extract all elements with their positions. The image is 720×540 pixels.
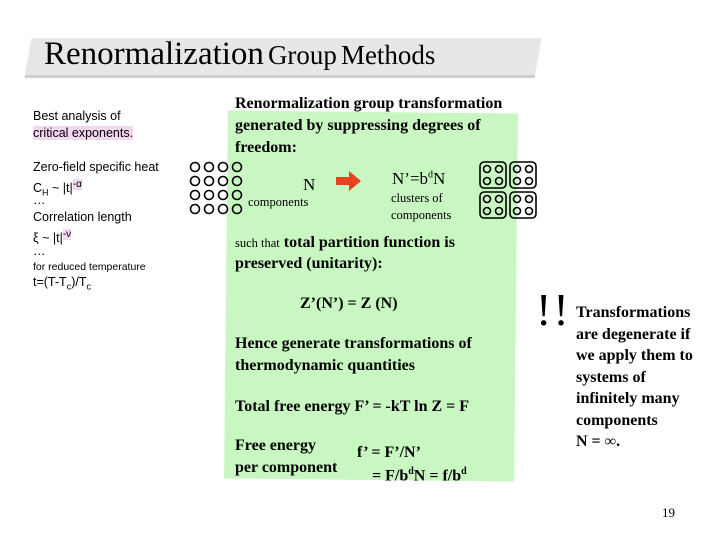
nu-exponent: -ν xyxy=(62,229,72,240)
nprime-sup: d xyxy=(428,169,434,181)
ch-sub: H xyxy=(42,187,49,198)
box-line-1: Renormalization group transformation xyxy=(235,95,503,112)
nprime-end: N xyxy=(433,169,446,188)
clusters-line-1: clusters of xyxy=(391,191,443,205)
t-def-sub2: c xyxy=(86,281,91,292)
xi-rel: ξ ~ |t| xyxy=(33,231,63,246)
right-line-5: infinitely many xyxy=(576,390,680,407)
specific-heat-label: Zero-field specific heat xyxy=(33,160,159,174)
f-eq2-a: = F/b xyxy=(372,467,409,485)
box-line-3: freedom: xyxy=(235,139,297,156)
partition-text: total partition function is xyxy=(283,234,455,251)
right-line-2: are degenerate if xyxy=(576,326,691,343)
ch-base: C xyxy=(33,181,43,196)
t-def-a: t=(T-T xyxy=(33,275,67,289)
ch-rel: ~ |t| xyxy=(48,181,73,196)
slide-title xyxy=(44,36,435,73)
clusters-line-2: components xyxy=(391,208,452,222)
reduced-temperature-label: for reduced temperature xyxy=(33,261,146,273)
right-line-4: systems of xyxy=(576,369,646,386)
clusters-grid-icon xyxy=(478,160,538,220)
f-eq2-b: N = f/b xyxy=(413,467,462,485)
z-equation: Z’(N’) = Z (N) xyxy=(300,295,398,312)
ellipsis-2: … xyxy=(33,244,46,258)
title-word-methods: Methods xyxy=(340,40,436,70)
alpha-exponent: -α xyxy=(72,179,82,190)
critical-exponents-text: critical exponents. xyxy=(33,126,134,140)
right-line-1: Transformations xyxy=(576,304,691,321)
hence-line-2: thermodynamic quantities xyxy=(235,357,415,374)
per-component-label: per component xyxy=(235,459,338,476)
total-free-energy: Total free energy F’ = -kT ln Z = F xyxy=(235,398,470,415)
right-line-3: we apply them to xyxy=(576,347,693,364)
intro-line-2 xyxy=(33,125,133,142)
double-exclamation: !! xyxy=(536,284,571,335)
n-label: N xyxy=(303,175,316,194)
reduced-temperature-def xyxy=(33,274,91,296)
f-eq2-sup2: d xyxy=(461,466,467,477)
components-label: components xyxy=(248,195,309,209)
free-energy-label: Free energy xyxy=(235,437,316,454)
box-line-2: generated by suppressing degrees of xyxy=(235,117,481,134)
f-eq2-sup1: d xyxy=(408,466,414,477)
title-word-group: Group xyxy=(267,40,337,70)
page-number: 19 xyxy=(662,505,675,520)
components-grid-icon xyxy=(188,160,244,216)
arrow-shaft xyxy=(336,177,350,185)
such-that-text: such that xyxy=(235,236,280,250)
t-def-mid: )/T xyxy=(71,275,87,289)
correlation-length-label: Correlation length xyxy=(33,210,132,224)
right-arrow-icon xyxy=(349,171,361,191)
right-line-6: components xyxy=(576,412,658,429)
right-line-7: N = ∞. xyxy=(576,433,621,450)
n-prime-formula xyxy=(392,169,445,189)
ellipsis-1: … xyxy=(33,193,46,207)
partition-line-1 xyxy=(235,232,455,254)
title-word-main: Renormalization xyxy=(44,36,264,72)
f-equation-1: f’ = F’/N’ xyxy=(357,444,421,461)
partition-line-2: preserved (unitarity): xyxy=(235,255,383,272)
f-equation-2 xyxy=(372,461,467,486)
nprime-base: N’=b xyxy=(392,169,429,188)
t-def-sub: c xyxy=(66,281,72,292)
hence-line-1: Hence generate transformations of xyxy=(235,335,472,352)
intro-line-1: Best analysis of xyxy=(33,109,121,123)
